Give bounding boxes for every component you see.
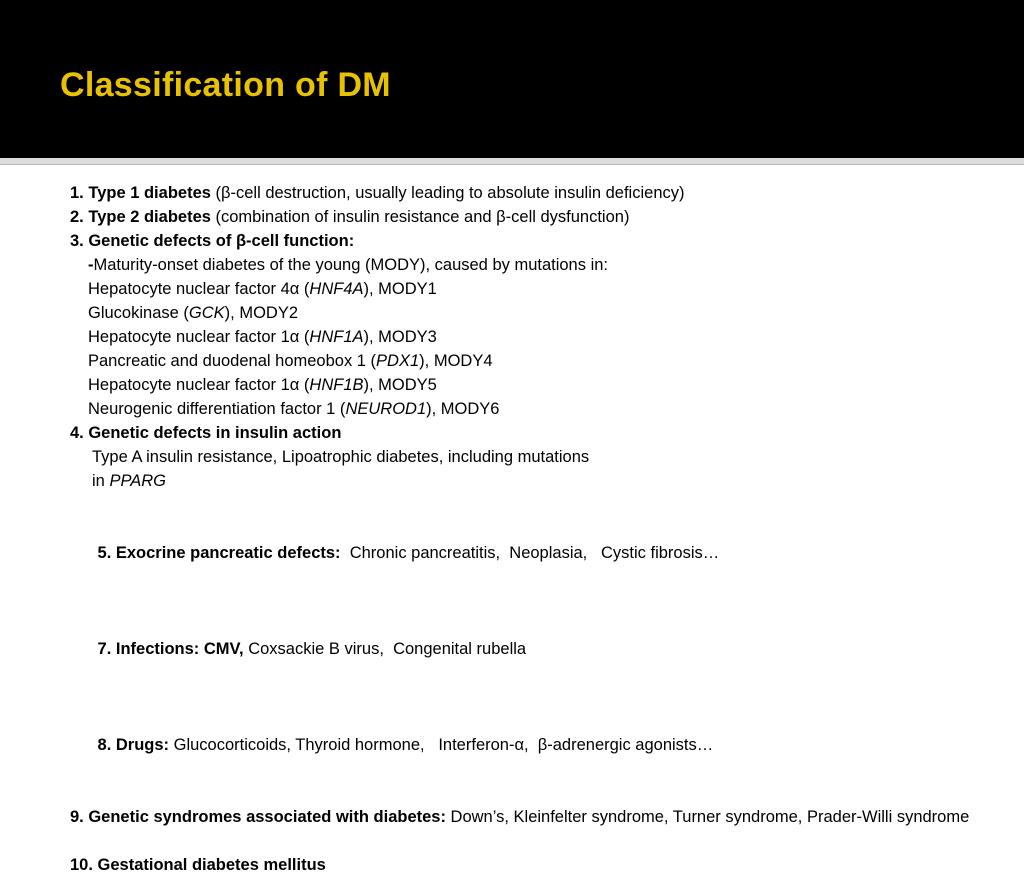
gene-symbol: HNF4A [309,280,364,298]
item-label: 9. Genetic syndromes associated with diabetes: [70,808,446,826]
item-text: in [92,472,110,490]
item-text: Glucocorticoids, Thyroid hormone, Interferon-α, β-adrenergic agonists… [169,736,714,754]
insulin-action-detail-1 [70,445,1000,469]
mody-type: ), MODY2 [224,304,298,322]
gene-line-mody4 [70,349,1000,373]
title-bar [0,0,1024,158]
gene-symbol: HNF1B [309,376,364,394]
spacer [70,829,1000,853]
item-label: 4. Genetic defects in insulin action [70,424,342,442]
gene-desc: Hepatocyte nuclear factor 1α ( [88,376,310,394]
list-item-genetic-syndromes [70,805,1000,829]
insulin-action-detail-2 [70,469,1000,493]
gene-symbol: NEUROD1 [345,400,427,418]
gene-line-mody3 [70,325,1000,349]
list-item-type2 [70,205,1000,229]
item-text: Down’s, Kleinfelter syndrome, Turner syndrome, Prader-Willi syndrome [445,808,970,826]
item-label: 8. Drugs: [97,736,170,754]
item-label: 5. Exocrine pancreatic defects: [97,544,341,562]
mody-intro [70,253,1000,277]
gene-symbol: PDX1 [376,352,420,370]
title-divider [0,158,1024,165]
item-text: (β-cell destruction, usually leading to absolute insulin deficiency) [210,184,685,202]
gene-symbol: HNF1A [309,328,364,346]
gene-desc: Pancreatic and duodenal homeobox 1 ( [88,352,377,370]
list-item-genetic-beta-cell [70,229,1000,253]
mody-type: ), MODY1 [363,280,437,298]
gene-desc: Hepatocyte nuclear factor 4α ( [88,280,310,298]
mody-type: ), MODY4 [419,352,493,370]
list-item-infections [70,613,1000,685]
gene-line-mody2 [70,301,1000,325]
list-item-drugs [70,709,1000,781]
item-text: Coxsackie B virus, Congenital rubella [243,640,527,658]
gene-desc: Hepatocyte nuclear factor 1α ( [88,328,310,346]
spacer [70,781,1000,805]
item-text: Chronic pancreatitis, Neoplasia, Cystic fibrosis… [340,544,720,562]
list-item-gestational [70,853,1000,877]
mody-type: ), MODY3 [363,328,437,346]
item-label: 1. Type 1 diabetes [70,184,211,202]
gene-desc: Glucokinase ( [88,304,189,322]
gene-line-mody1 [70,277,1000,301]
spacer [70,685,1000,709]
list-item-exocrine [70,517,1000,589]
list-item-type1 [70,181,1000,205]
item-label: 3. Genetic defects of β-cell function: [70,232,355,250]
gene-line-mody6 [70,397,1000,421]
list-item-insulin-action [70,421,1000,445]
gene-desc: Neurogenic differentiation factor 1 ( [88,400,346,418]
classification-list [70,181,1000,877]
dash-bullet: - [88,256,94,274]
mody-intro-text: Maturity-onset diabetes of the young (MODY), caused by mutations in: [93,256,608,274]
spacer [70,589,1000,613]
item-label: 10. Gestational diabetes mellitus [70,856,326,874]
item-text: (combination of insulin resistance and β-cell dysfunction) [210,208,630,226]
mody-type: ), MODY6 [426,400,500,418]
slide-title: Classification of DM [60,66,391,104]
gene-symbol: GCK [188,304,225,322]
mody-type: ), MODY5 [363,376,437,394]
gene-symbol: PPARG [109,472,166,490]
spacer [70,493,1000,517]
item-label: 7. Infections: CMV, [97,640,244,658]
item-text: Type A insulin resistance, Lipoatrophic diabetes, including mutations [92,448,590,466]
gene-line-mody5 [70,373,1000,397]
item-label: 2. Type 2 diabetes [70,208,211,226]
